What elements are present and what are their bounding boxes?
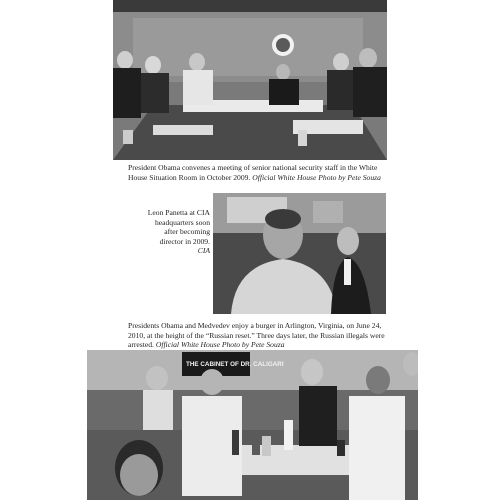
caption-text: Presidents Obama and Medvedev enjoy a burger in Arlington, Virginia, on June 24, 2010, at the height of the “Russian reset.” Three days later, the Russian illegals were arrested. [128, 321, 385, 350]
caption-text: Leon Panetta at CIA headquarters soon after becoming director in 2009. [147, 208, 210, 246]
photo-credit: Official White House Photo by Pete Souza [252, 172, 381, 182]
burger-photo [87, 350, 418, 500]
situation-room-caption [128, 163, 390, 182]
burger-caption [128, 321, 390, 350]
panetta-caption [146, 208, 210, 256]
situation-room-photo [113, 0, 387, 160]
photo-credit: Official White House Photo by Pete Souza [155, 340, 285, 350]
photo-credit: CIA [197, 246, 210, 256]
panetta-photo [213, 193, 386, 314]
restaurant-sign-text: THE CABINET OF DR. CALIGARI [186, 361, 284, 368]
caption-text: President Obama convenes a meeting of senior national security staff in the White House Situation Room in October 2009. [128, 163, 378, 182]
